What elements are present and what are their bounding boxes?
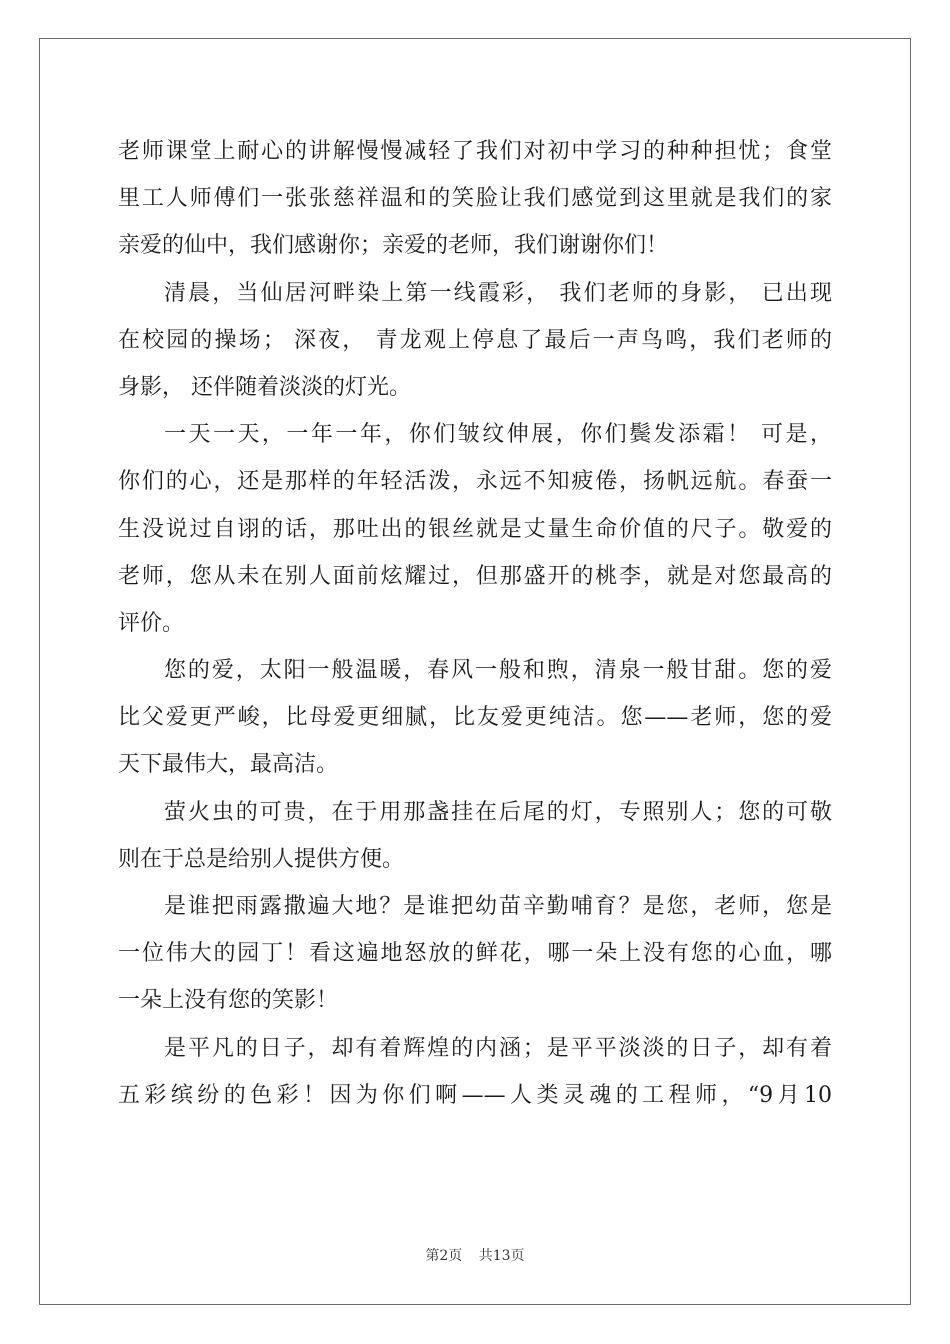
text-line: 一天一天，一年一年，你们皱纹伸展，你们鬓发添霜！ 可是， <box>164 422 832 448</box>
page-footer <box>0 1245 950 1265</box>
text-line: 五彩缤纷的色彩！因为你们啊——人类灵魂的工程师，“9月10 <box>118 1082 832 1108</box>
page-number: 第2页 <box>425 1248 463 1264</box>
text-line: 是平凡的日子，却有着辉煌的内涵；是平平淡淡的日子，却有着 <box>164 1035 832 1061</box>
text-line: 清晨，当仙居河畔染上第一线霞彩， 我们老师的身影， 已出现 <box>164 280 832 306</box>
text-line: 一位伟大的园丁！看这遍地怒放的鲜花，哪一朵上没有您的心血，哪 <box>118 941 832 967</box>
text-line: 一朵上没有您的笑影！ <box>118 988 339 1014</box>
document-body <box>118 128 832 1119</box>
text-line: 天下最伟大，最高洁。 <box>118 752 339 778</box>
text-line: 你们的心，还是那样的年轻活泼，永远不知疲倦，扬帆远航。春蚕一 <box>118 469 832 495</box>
text-line: 生没说过自诩的话，那吐出的银丝就是丈量生命价值的尺子。敬爱的 <box>118 516 832 542</box>
text-line: 里工人师傅们一张张慈祥温和的笑脸让我们感觉到这里就是我们的家 <box>118 186 832 212</box>
text-line: 您的爱，太阳一般温暖，春风一般和煦，清泉一般甘甜。您的爱 <box>164 658 832 684</box>
text-line: 老师课堂上耐心的讲解慢慢减轻了我们对初中学习的种种担忧；食堂 <box>118 139 832 164</box>
page-total: 共13页 <box>478 1248 525 1264</box>
text-line: 身影， 还伴随着淡淡的灯光。 <box>118 374 411 400</box>
text-line: 评价。 <box>118 610 185 636</box>
text-line: 则在于总是给别人提供方便。 <box>118 846 405 872</box>
text-line: 老师，您从未在别人面前炫耀过，但那盛开的桃李，就是对您最高的 <box>118 563 832 589</box>
text-line: 在校园的操场； 深夜， 青龙观上停息了最后一声鸟鸣，我们老师的 <box>118 327 832 353</box>
text-line: 亲爱的仙中，我们感谢你；亲爱的老师，我们谢谢你们！ <box>118 233 669 259</box>
text-line: 萤火虫的可贵，在于用那盏挂在后尾的灯，专照别人；您的可敬 <box>164 799 832 825</box>
text-line: 比父爱更严峻，比母爱更细腻，比友爱更纯洁。您——老师，您的爱 <box>118 705 832 731</box>
text-line: 是谁把雨露撒遍大地？是谁把幼苗辛勤哺育？是您，老师，您是 <box>164 894 832 919</box>
